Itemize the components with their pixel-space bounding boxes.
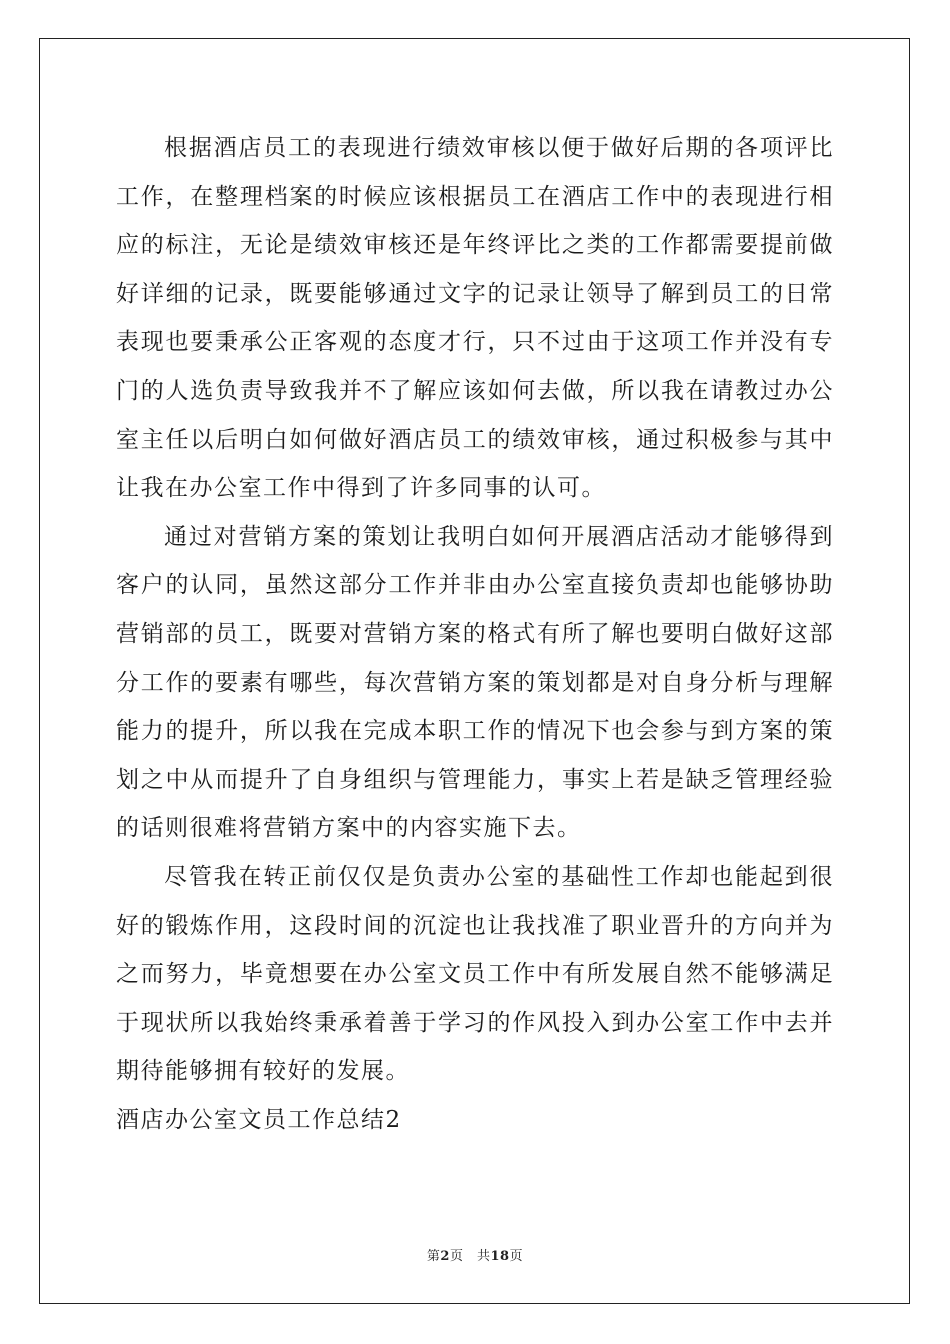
current-page-number: 2 bbox=[440, 1249, 450, 1264]
page-suffix: 页 bbox=[509, 1249, 524, 1264]
page-number-footer bbox=[0, 1245, 950, 1264]
page-mid-text: 页 共 bbox=[449, 1249, 491, 1264]
paragraph-marketing-plan: 通过对营销方案的策划让我明白如何开展酒店活动才能够得到客户的认同，虽然这部分工作并非由办公室直接负责却也能够协助营销部的员工，既要对营销方案的格式有所了解也要明白做好这部分工作的要素有哪些，每次营销方案的策划都是对自身分析与理解能力的提升，所以我在完成本职工作的情况下也会参与到方案的策划之中从而提升了自身组织与管理能力，事实上若是缺乏管理经验的话则很难将营销方案中的内容实施下去。 bbox=[116, 523, 834, 842]
paragraph-performance-review: 根据酒店员工的表现进行绩效审核以便于做好后期的各项评比工作，在整理档案的时候应该根据员工在酒店工作中的表现进行相应的标注，无论是绩效审核还是年终评比之类的工作都需要提前做好详细的记录，既要能够通过文字的记录让领导了解到员工的日常表现也要秉承公正客观的态度才行，只不过由于这项工作并没有专门的人选负责导致我并不了解应该如何去做，所以我在请教过办公室主任以后明白如何做好酒店员工的绩效审核，通过积极参与其中让我在办公室工作中得到了许多同事的认可。 bbox=[116, 135, 834, 502]
page-prefix: 第 bbox=[426, 1249, 441, 1264]
paragraph-career-growth: 尽管我在转正前仅仅是负责办公室的基础性工作却也能起到很好的锻炼作用，这段时间的沉淀也让我找准了职业晋升的方向并为之而努力，毕竟想要在办公室文员工作中有所发展自然不能够满足于现状所以我始终秉承着善于学习的作风投入到办公室工作中去并期待能够拥有较好的发展。 bbox=[116, 863, 834, 1085]
total-page-count: 18 bbox=[490, 1249, 510, 1264]
document-body bbox=[116, 124, 834, 1144]
section-title: 酒店办公室文员工作总结2 bbox=[116, 1106, 402, 1133]
